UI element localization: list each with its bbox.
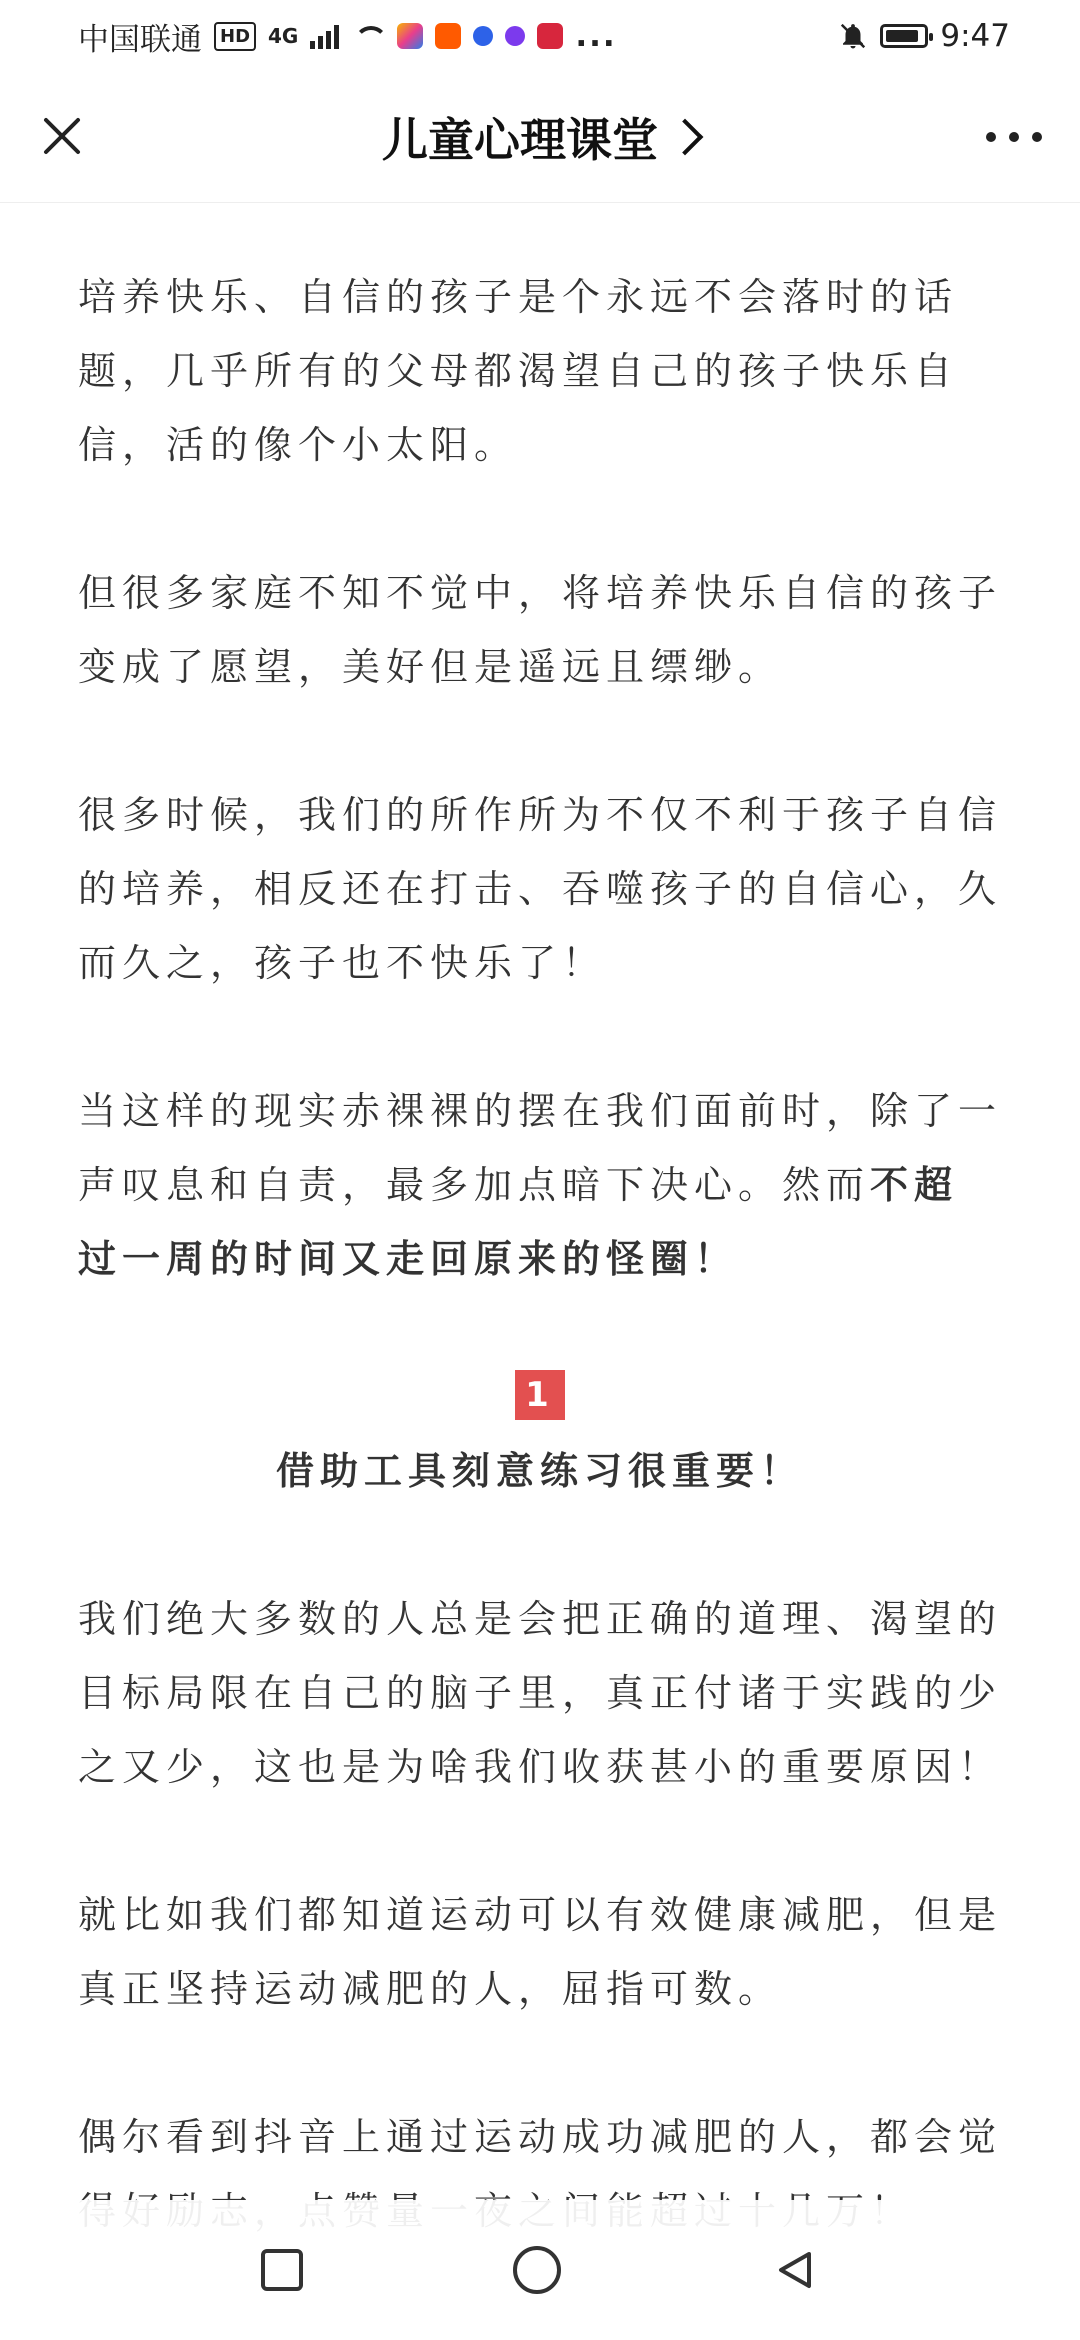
app-icon-book (537, 23, 563, 49)
paragraph-6: 就比如我们都知道运动可以有效健康减肥，但是真正坚持运动减肥的人，屈指可数。 (78, 1893, 1003, 2011)
paragraph-3: 很多时候，我们的所作所为不仅不利于孩子自信的培养，相反还在打击、吞噬孩子的自信心，久而久之，孩子也不快乐了！ (78, 793, 1003, 985)
system-nav-bar (0, 2200, 1080, 2340)
status-bar (0, 0, 1080, 72)
status-left (78, 14, 617, 59)
app-icon-taobao (435, 23, 461, 49)
page-title: 儿童心理课堂 (382, 113, 658, 167)
mobile-gen-label: 4G (268, 24, 299, 48)
page-title-button[interactable] (382, 104, 698, 170)
square-icon[interactable] (261, 2249, 303, 2291)
paragraph-4-bold: 不超过一周的时间又走回原来的怪圈！ (78, 1163, 959, 1281)
paragraph-1: 培养快乐、自信的孩子是个永远不会落时的话题，几乎所有的父母都渴望自己的孩子快乐自信，活的像个小太阳。 (78, 275, 959, 467)
wifi-icon (351, 23, 385, 49)
section-title: 借助工具刻意练习很重要！ (275, 1449, 804, 1493)
clock-time: 9:47 (940, 18, 1010, 54)
paragraph-4-text: 当这样的现实赤裸裸的摆在我们面前时，除了一声叹息和自责，最多加点暗下决心。然而 (78, 1089, 1003, 1207)
status-right (838, 18, 1010, 54)
article (78, 260, 1002, 2322)
more-icon[interactable] (986, 117, 1042, 157)
chevron-right-icon (667, 119, 704, 156)
paragraph-7: 偶尔看到抖音上通过运动成功减肥的人，都会觉 (78, 2115, 1003, 2159)
circle-icon[interactable] (513, 2246, 561, 2294)
app-icon-1 (397, 23, 423, 49)
paragraph-2: 但很多家庭不知不觉中，将培养快乐自信的孩子变成了愿望，美好但是遥远且缥缈。 (78, 571, 1003, 689)
paragraph-5: 我们绝大多数的人总是会把正确的道理、渴望的目标局限在自己的脑子里，真正付诸于实践的少之又少，这也是为啥我们收获甚小的重要原因！ (78, 1597, 1003, 1789)
paragraph-4 (78, 1074, 1002, 1296)
carrier-label: 中国联通 (78, 21, 202, 58)
app-icon-music (505, 26, 525, 46)
section-number-badge: 1 (515, 1370, 565, 1420)
more-notifications-icon: ... (575, 18, 617, 54)
app-icon-baidu (473, 26, 493, 46)
triangle-back-icon[interactable] (771, 2246, 819, 2294)
mute-bell-icon (838, 21, 868, 51)
close-icon[interactable] (30, 104, 94, 168)
signal-icon (310, 23, 339, 49)
header (0, 72, 1080, 203)
battery-icon (880, 24, 928, 48)
hd-badge: HD (214, 22, 256, 51)
